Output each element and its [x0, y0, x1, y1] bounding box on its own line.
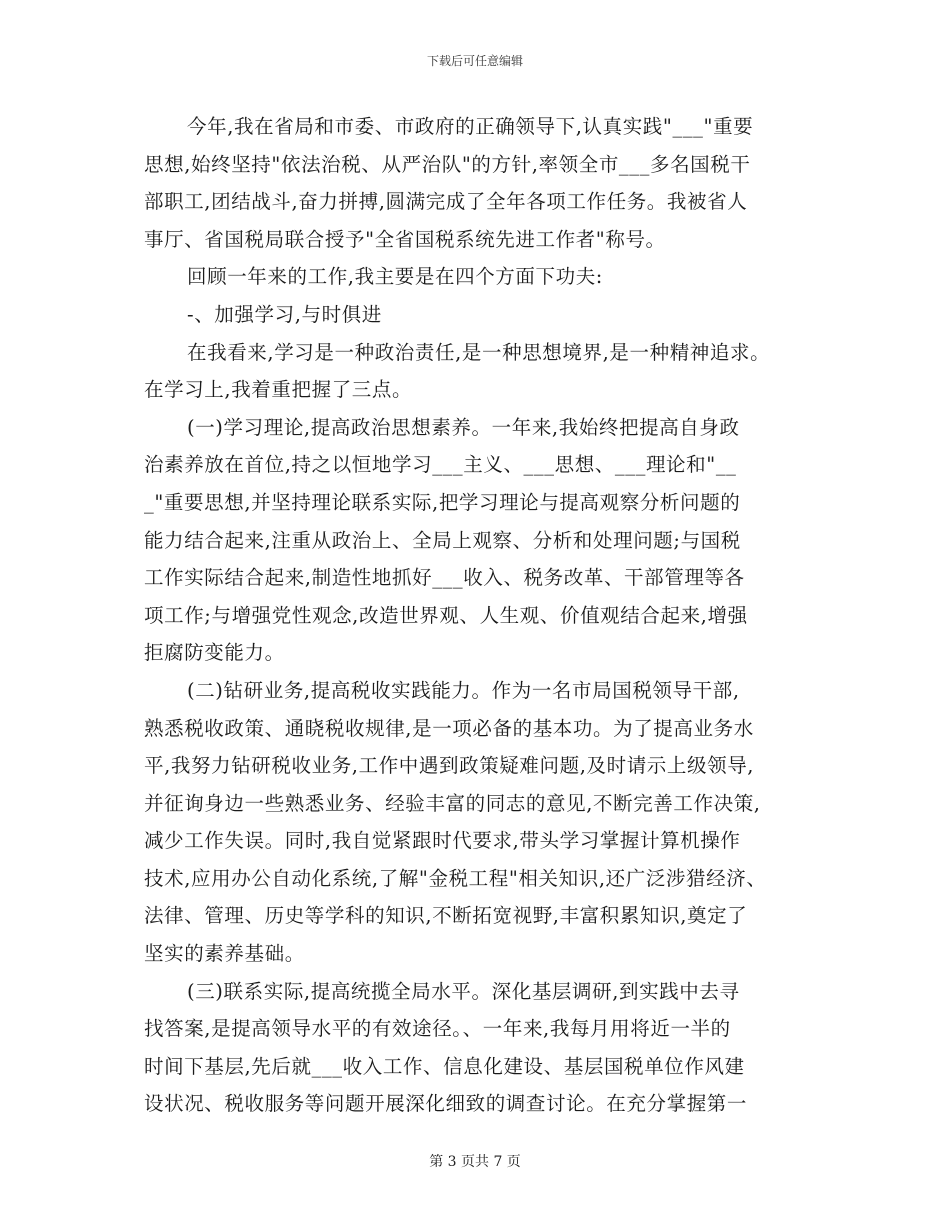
text-line: 熟悉税收政策、通晓税收规律,是一项必备的基本功。为了提高业务水 [144, 716, 754, 740]
text-line: (三)联系实际,提高统揽全局水平。深化基层调研,到实践中去寻 [187, 979, 740, 1003]
page-header-note: 下载后可任意编辑 [426, 54, 523, 68]
text-line: 技术,应用办公自动化系统,了解"金税工程"相关知识,还广泛涉猎经济、 [144, 866, 767, 890]
text-line: (一)学习理论,提高政治思想素养。一年来,我始终把提高自身政 [187, 415, 740, 439]
text-line: 治素养放在首位,持之以恒地学习___主义、___思想、___理论和"__ [144, 453, 737, 477]
page-number: 第 3 页共 7 页 [429, 1154, 521, 1170]
text-line: 在学习上,我着重把握了三点。 [144, 378, 413, 402]
text-line: 平,我努力钻研税收业务,工作中遇到政策疑难问题,及时请示上级领导, [144, 754, 755, 778]
text-line: 坚实的素养基础。 [144, 942, 305, 966]
text-line: 在我看来,学习是一种政治责任,是一种思想境界,是一种精神追求。 [187, 340, 771, 364]
text-line: 回顾一年来的工作,我主要是在四个方面下功夫: [187, 265, 603, 289]
text-line: 工作实际结合起来,制造性地抓好___收入、税务改革、干部管理等各 [144, 566, 745, 590]
document-body [144, 108, 804, 1123]
text-line: 事厅、省国税局联合授予"全省国税系统先进工作者"称号。 [144, 227, 666, 251]
text-line: 设状况、税收服务等问题开展深化细致的调查讨论。在充分掌握第一 [144, 1092, 748, 1116]
text-line: 项工作;与增强党性观念,改造世界观、人生观、价值观结合起来,增强 [144, 603, 748, 627]
text-line: 并征询身边一些熟悉业务、经验丰富的同志的意见,不断完善工作决策, [144, 791, 761, 815]
text-line: 时间下基层,先后就___收入工作、信息化建设、基层国税单位作风建 [144, 1054, 745, 1078]
text-line: 部职工,团结战斗,奋力拼搏,圆满完成了全年各项工作任务。我被省人 [144, 190, 748, 214]
text-line: -、加强学习,与时俱进 [187, 302, 382, 326]
text-line: 减少工作失误。同时,我自觉紧跟时代要求,带头学习掌握计算机操作 [144, 829, 741, 853]
text-line: 能力结合起来,注重从政治上、全局上观察、分析和处理问题;与国税 [144, 528, 741, 552]
text-line: 法律、管理、历史等学科的知识,不断拓宽视野,丰富积累知识,奠定了 [144, 904, 748, 928]
text-line: (二)钻研业务,提高税收实践能力。作为一名市局国税领导干部, [187, 678, 740, 702]
text-line: 思想,始终坚持"依法治税、从严治队"的方针,率领全市___多名国税干 [144, 152, 751, 176]
text-line: 找答案,是提高领导水平的有效途径。、一年来,我每月用将近一半的 [144, 1017, 731, 1041]
text-line: _"重要思想,并坚持理论联系实际,把学习理论与提高观察分析问题的 [144, 490, 741, 514]
text-line: 拒腐防变能力。 [144, 641, 285, 665]
text-line: 今年,我在省局和市委、市政府的正确领导下,认真实践"___"重要 [187, 115, 754, 138]
